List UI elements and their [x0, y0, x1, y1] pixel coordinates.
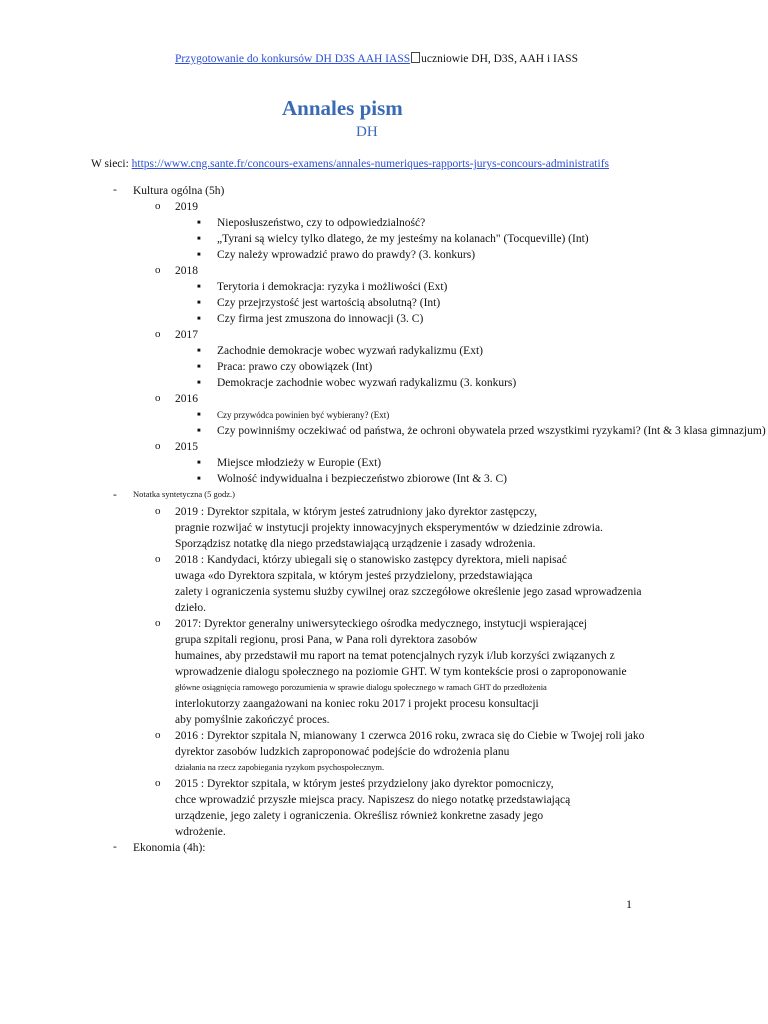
document-title: Annales pism — [282, 96, 403, 120]
header-line — [175, 52, 578, 66]
entry-line: interlokutorzy zaangażowani na koniec roku 2017 i projekt procesu konsultacji — [175, 698, 539, 710]
circle-bullet-icon: o — [155, 617, 161, 629]
circle-bullet-icon: o — [155, 553, 161, 565]
square-bullet-icon: ■ — [197, 364, 201, 370]
document-subtitle: DH — [356, 124, 378, 140]
list-item: „Tyrani są wielcy tylko dlatego, że my jesteśmy na kolanach" (Tocqueville) (Int) — [217, 233, 589, 245]
list-item: Miejsce młodzieży w Europie (Ext) — [217, 457, 382, 469]
entry-line: zalety i ograniczenia systemu służby cywilnej oraz szczegółowe określenie jego zasad wprowadzenia — [175, 586, 642, 598]
entry-line: uwaga «do Dyrektora szpitala, w którym jesteś przydzielony, przedstawiająca — [175, 570, 533, 582]
year-label: 2016 — [175, 393, 198, 405]
circle-bullet-icon: o — [155, 328, 161, 340]
section-bullet: - — [113, 184, 117, 196]
list-item: Praca: prawo czy obowiązek (Int) — [217, 361, 373, 373]
circle-bullet-icon: o — [155, 392, 161, 404]
list-item: Czy przejrzystość jest wartością absolutną? (Int) — [217, 297, 441, 309]
entry-line: 2019 : Dyrektor szpitala, w którym jesteś zatrudniony jako dyrektor zastępczy, — [175, 506, 538, 518]
year-label: 2017 — [175, 329, 198, 341]
entry-line: aby pomyślnie zakończyć proces. — [175, 714, 330, 726]
online-url-link[interactable]: https://www.cng.sante.fr/concours-examens/annales-numeriques-rapports-jurys-concours-administratifs — [131, 158, 609, 170]
square-bullet-icon: ■ — [197, 236, 201, 242]
entry-line: grupa szpitali regionu, prosi Pana, w Pana roli dyrektora zasobów — [175, 634, 478, 646]
square-bullet-icon: ■ — [197, 428, 201, 434]
online-label: W sieci: — [91, 158, 132, 170]
list-item: Zachodnie demokracje wobec wyzwań radykalizmu (Ext) — [217, 345, 483, 357]
list-item: Demokracje zachodnie wobec wyzwań radykalizmu (3. konkurs) — [217, 377, 517, 389]
square-bullet-icon: ■ — [197, 284, 201, 290]
entry-line: 2017: Dyrektor generalny uniwersyteckiego ośrodka medycznego, instytucji wspierającej — [175, 618, 587, 630]
list-item: Terytoria i demokracja: ryzyka i możliwości (Ext) — [217, 281, 448, 293]
square-bullet-icon: ■ — [197, 316, 201, 322]
entry-line: pragnie rozwijać w instytucji projekty innowacyjnych eksperymentów w dziedzinie zdrowia. — [175, 522, 603, 534]
square-bullet-icon: ■ — [197, 460, 201, 466]
section-bullet: - — [113, 841, 117, 853]
entry-line: dzieło. — [175, 602, 206, 614]
square-bullet-icon: ■ — [197, 380, 201, 386]
header-link[interactable]: Przygotowanie do konkursów DH D3S AAH IASS — [175, 53, 411, 65]
square-bullet-icon: ■ — [197, 220, 201, 226]
header-separator — [411, 52, 420, 63]
year-label: 2018 — [175, 265, 198, 277]
list-item: Wolność indywidualna i bezpieczeństwo zbiorowe (Int & 3. C) — [217, 473, 508, 485]
online-line — [91, 157, 609, 171]
circle-bullet-icon: o — [155, 505, 161, 517]
year-label: 2019 — [175, 201, 198, 213]
list-item: Czy należy wprowadzić prawo do prawdy? (3. konkurs) — [217, 249, 476, 261]
circle-bullet-icon: o — [155, 729, 161, 741]
list-item: Czy powinniśmy oczekiwać od państwa, że ochroni obywatela przed wszystkimi ryzykami? (Int & 3 klasa gimnazjum) — [217, 425, 766, 437]
page-number: 1 — [626, 897, 632, 911]
circle-bullet-icon: o — [155, 777, 161, 789]
section-bullet: - — [113, 489, 117, 501]
square-bullet-icon: ■ — [197, 348, 201, 354]
entry-line: Sporządzisz notatkę dla niego przedstawiającą urządzenie i zasady wdrożenia. — [175, 538, 536, 550]
list-item: Nieposłuszeństwo, czy to odpowiedzialność? — [217, 217, 426, 229]
circle-bullet-icon: o — [155, 440, 161, 452]
square-bullet-icon: ■ — [197, 252, 201, 258]
list-item: Czy przywódca powinien być wybierany? (Ext) — [217, 410, 390, 420]
entry-line: 2015 : Dyrektor szpitala, w którym jesteś przydzielony jako dyrektor pomocniczy, — [175, 778, 554, 790]
header-rest: uczniowie DH, D3S, AAH i IASS — [421, 53, 578, 65]
entry-line: dyrektor zasobów ludzkich zaproponować podejście do wdrożenia planu — [175, 746, 510, 758]
synthesis-section-title: Notatka syntetyczna (5 godz.) — [133, 489, 235, 499]
entry-line: 2018 : Kandydaci, którzy ubiegali się o stanowisko zastępcy dyrektora, mieli napisać — [175, 554, 567, 566]
circle-bullet-icon: o — [155, 200, 161, 212]
entry-line: urządzenie, jego zalety i ograniczenia. Określisz również konkretne zasady jego — [175, 810, 544, 822]
square-bullet-icon: ■ — [197, 412, 201, 418]
entry-line: chce wprowadzić przyszłe miejsca pracy. Napiszesz do niego notatkę przedstawiającą — [175, 794, 571, 806]
square-bullet-icon: ■ — [197, 476, 201, 482]
entry-line: 2016 : Dyrektor szpitala N, mianowany 1 czerwca 2016 roku, zwraca się do Ciebie w Twojej roli jako — [175, 730, 645, 742]
square-bullet-icon: ■ — [197, 300, 201, 306]
entry-line: wprowadzenie dialogu społecznego na poziomie GHT. W tym kontekście prosi o zaproponowanie — [175, 666, 627, 678]
list-item: Czy firma jest zmuszona do innowacji (3. C) — [217, 313, 424, 325]
entry-line: działania na rzecz zapobiegania ryzykom psychospołecznym. — [175, 762, 385, 772]
economy-section-title: Ekonomia (4h): — [133, 842, 206, 854]
entry-line: wdrożenie. — [175, 826, 226, 838]
entry-line: humaines, aby przedstawił mu raport na temat potencjalnych ryzyk i/lub korzyści związanych z — [175, 650, 615, 662]
year-label: 2015 — [175, 441, 198, 453]
culture-section-title: Kultura ogólna (5h) — [133, 185, 225, 197]
circle-bullet-icon: o — [155, 264, 161, 276]
entry-line: główne osiągnięcia ramowego porozumienia w sprawie dialogu społecznego w ramach GHT do przedłożenia — [175, 682, 547, 692]
